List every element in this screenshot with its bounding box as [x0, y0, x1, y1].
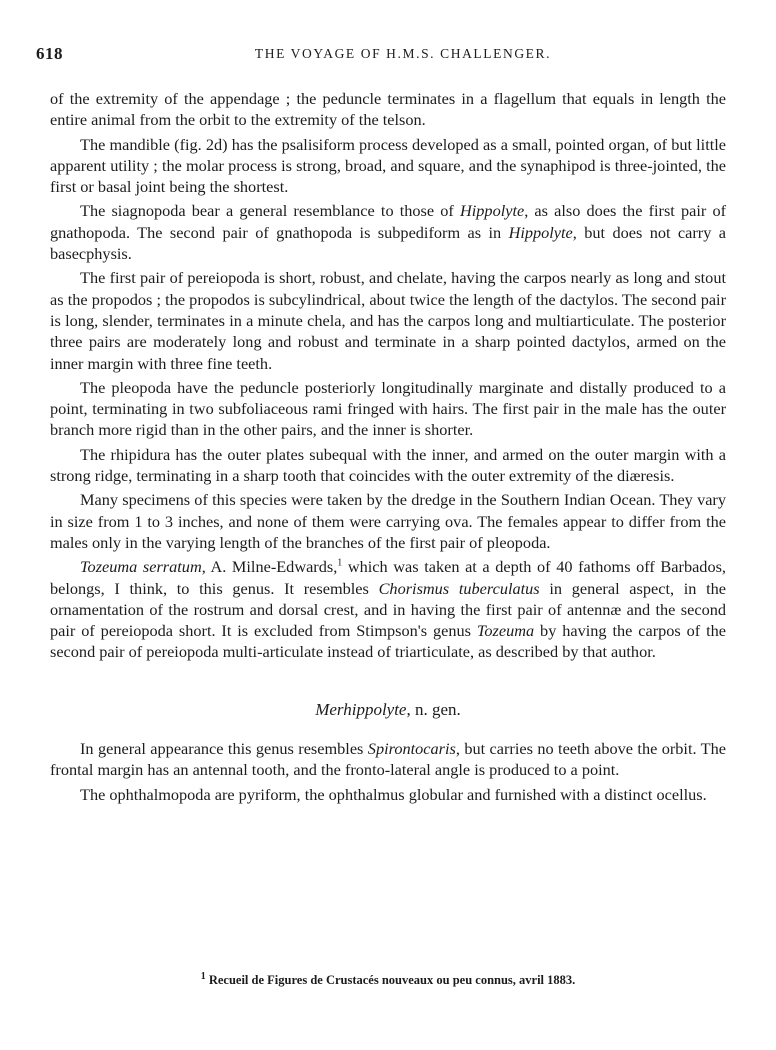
paragraph-7: Many specimens of this species were taken by the dredge in the Southern Indian Ocean. They vary in size from 1 to 3 inches, and none of them were carrying ova. The females appear to differ from the males only in the varying length of the branches of the first pair of pleopoda.	[50, 490, 726, 552]
running-head: THE VOYAGE OF H.M.S. CHALLENGER.	[254, 46, 552, 61]
paragraph-8	[50, 556, 726, 662]
section-heading	[50, 699, 726, 720]
paragraph-9	[50, 738, 726, 781]
text-run: The siagnopoda bear a general resemblance to those of	[80, 201, 460, 221]
genus-name: Hippolyte	[508, 222, 573, 242]
genus-name: Hippolyte	[460, 201, 525, 221]
page-number: 618	[36, 44, 63, 63]
text-run: , A. Milne-Edwards,	[201, 557, 338, 577]
text-run: , but does not carry a basecphysis.	[50, 222, 726, 264]
paragraph-5: The pleopoda have the peduncle posteriorly longitudinally marginate and distally produced to a point, terminating in two subfoliaceous rami fringed with hairs. The first pair in the male has the outer branch more rigid than in the other pairs, and the inner is shorter.	[50, 377, 726, 440]
footnote-ref: 1	[337, 557, 343, 569]
footnote-marker: 1	[200, 970, 206, 982]
paragraph-1: of the extremity of the appendage ; the peduncle terminates in a flagellum that equals in length the entire animal from the orbit to the extremity of the telson.	[50, 89, 726, 130]
species-name: Tozeuma serratum	[80, 557, 202, 577]
footnote	[50, 970, 726, 988]
paragraph-3	[50, 200, 726, 264]
text-run: by having the carpos of the second pair of pereiopoda multi-articulate instead of triarticulate, as described by that author.	[50, 621, 726, 662]
species-name: Chorismus tuberculatus	[378, 578, 540, 598]
text-run: which was taken at a depth of 40 fathoms off Barbados, belongs, I think, to this genus. It resembles	[50, 557, 726, 598]
text-run: , but carries no teeth above the orbit. The frontal margin has an antennal tooth, and the fronto-lateral angle is produced to a point.	[50, 739, 726, 780]
page-header	[36, 44, 740, 68]
genus-name: Merhippolyte	[315, 699, 407, 719]
genus-name: Tozeuma	[476, 621, 535, 641]
genus-name: Spirontocaris	[367, 739, 456, 759]
paragraph-10: The ophthalmopoda are pyriform, the ophthalmus globular and furnished with a distinct ocellus.	[80, 784, 707, 804]
paragraph-4: The first pair of pereiopoda is short, robust, and chelate, having the carpos nearly as long and stout as the propodos ; the propodos is subcylindrical, about twice the length of the dactylos. The second pair is long, slender, terminates in a minute chela, and has the carpos long and multiarticulate. The posterior three pairs are moderately long and robust and terminate in a sharp pointed dactylos, armed on the inner margin with three fine teeth.	[50, 268, 726, 373]
text-run: , as also does the first pair of gnathopoda. The second pair of gnathopoda is subpediform as in	[50, 201, 727, 242]
paragraph-6: The rhipidura has the outer plates subequal with the inner, and armed on the outer margin with a strong ridge, terminating in a sharp tooth that coincides with the outer extremity of the diæresis.	[50, 444, 726, 486]
body-text	[50, 88, 726, 808]
text-run: in general aspect, in the ornamentation of the rostrum and dorsal crest, and in having the first pair of antennæ and the second pair of pereiopoda short. It is excluded from Stimpson's genus	[50, 578, 727, 641]
text-run: , n. gen.	[406, 699, 461, 719]
text-run: In general appearance this genus resembles	[80, 739, 368, 759]
footnote-text: Recueil de Figures de Crustacés nouveaux ou peu connus, avril 1883.	[205, 973, 576, 987]
paragraph-2: The mandible (fig. 2d) has the psalisiform process developed as a small, pointed organ, of but little apparent utility ; the molar process is strong, broad, and square, and the synaphipod is three-jointed, the first or basal joint being the shortest.	[50, 134, 726, 197]
